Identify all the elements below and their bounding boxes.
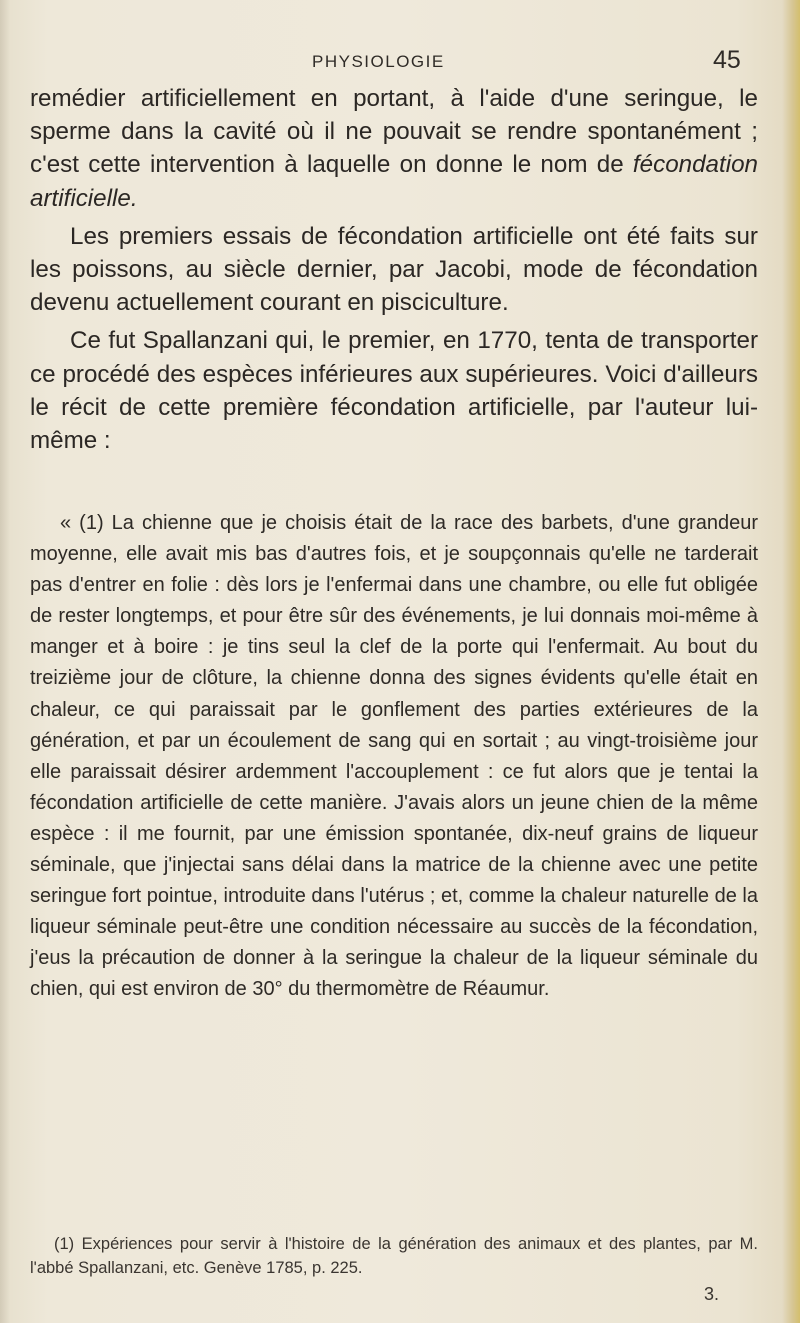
signature-mark: 3. bbox=[704, 1284, 720, 1304]
paragraph-3: Ce fut Spallanzani qui, le premier, en 1770, tenta de transporter ce procédé des espèces inférieures aux supérieures. Voici d'ailleurs le récit de cette première fécondation artificielle, par l'auteur lui-même : bbox=[30, 327, 758, 455]
page-number: 45 bbox=[713, 46, 741, 74]
spallanzani-quotation bbox=[30, 508, 758, 1006]
paragraph-1 bbox=[30, 82, 758, 215]
term-fecondation-artificielle: fécondation artificielle. bbox=[30, 151, 758, 212]
footnote bbox=[30, 1232, 758, 1280]
page-edge-tint bbox=[782, 0, 800, 1323]
paragraph-1-text: remédier artificiellement en portant, à l'aide d'une seringue, le sperme dans la cavité où il ne pouvait se rendre spontanément ; c'est cette intervention à laquelle on donne le nom de bbox=[30, 85, 758, 179]
page-gutter-shadow bbox=[0, 0, 10, 1323]
quotation-text: « (1) La chienne que je choisis était de la race des barbets, d'une grandeur moyenne, elle avait mis bas d'autres fois, et je soupçonnais qu'elle ne tarderait pas d'entrer en folie : dès lors je l'enfermai dans une chambre, ou elle fut obligée de rester longtemps, et pour être sûr des événements, je lui donnais moi-même à manger et à boire : je tins seul la clef de la porte qui l'enfermait. Au bout du treizième jour de clôture, la chienne donna des signes évidents qu'elle était en chaleur, ce qui paraissait par le gonflement des parties extérieures de la génération, et par un écoulement de sang qui en sortait ; au vingt-troisième jour elle paraissait désirer ardemment l'accouplement : ce fut alors que je tentai la fécondation artificielle de cette manière. J'avais alors un jeune chien de la même espèce : il me fournit, par une émission spontanée, dix-neuf grains de liqueur séminale, que j'injectai sans délai dans la matrice de la chienne avec une petite seringue fort pointue, introduite dans l'utérus ; et, comme la chaleur naturelle de la liqueur séminale peut-être une condition nécessaire au succès de la fécondation, j'eus la précaution de donner à la seringue la chaleur de la liqueur séminale du chien, qui est environ de 30° du thermomètre de Réaumur. bbox=[30, 512, 758, 1001]
main-text bbox=[30, 82, 758, 457]
page-header bbox=[0, 46, 800, 80]
paragraph-2: Les premiers essais de fécondation artificielle ont été faits sur les poissons, au siècle dernier, par Jacobi, mode de fécondation devenu actuellement courant en pisciculture. bbox=[30, 222, 758, 317]
footnote-text: (1) Expériences pour servir à l'histoire de la génération des animaux et des plantes, par M. l'abbé Spallanzani, etc. Genève 1785, p. 225. bbox=[30, 1235, 758, 1277]
running-head: PHYSIOLOGIE bbox=[312, 52, 445, 71]
